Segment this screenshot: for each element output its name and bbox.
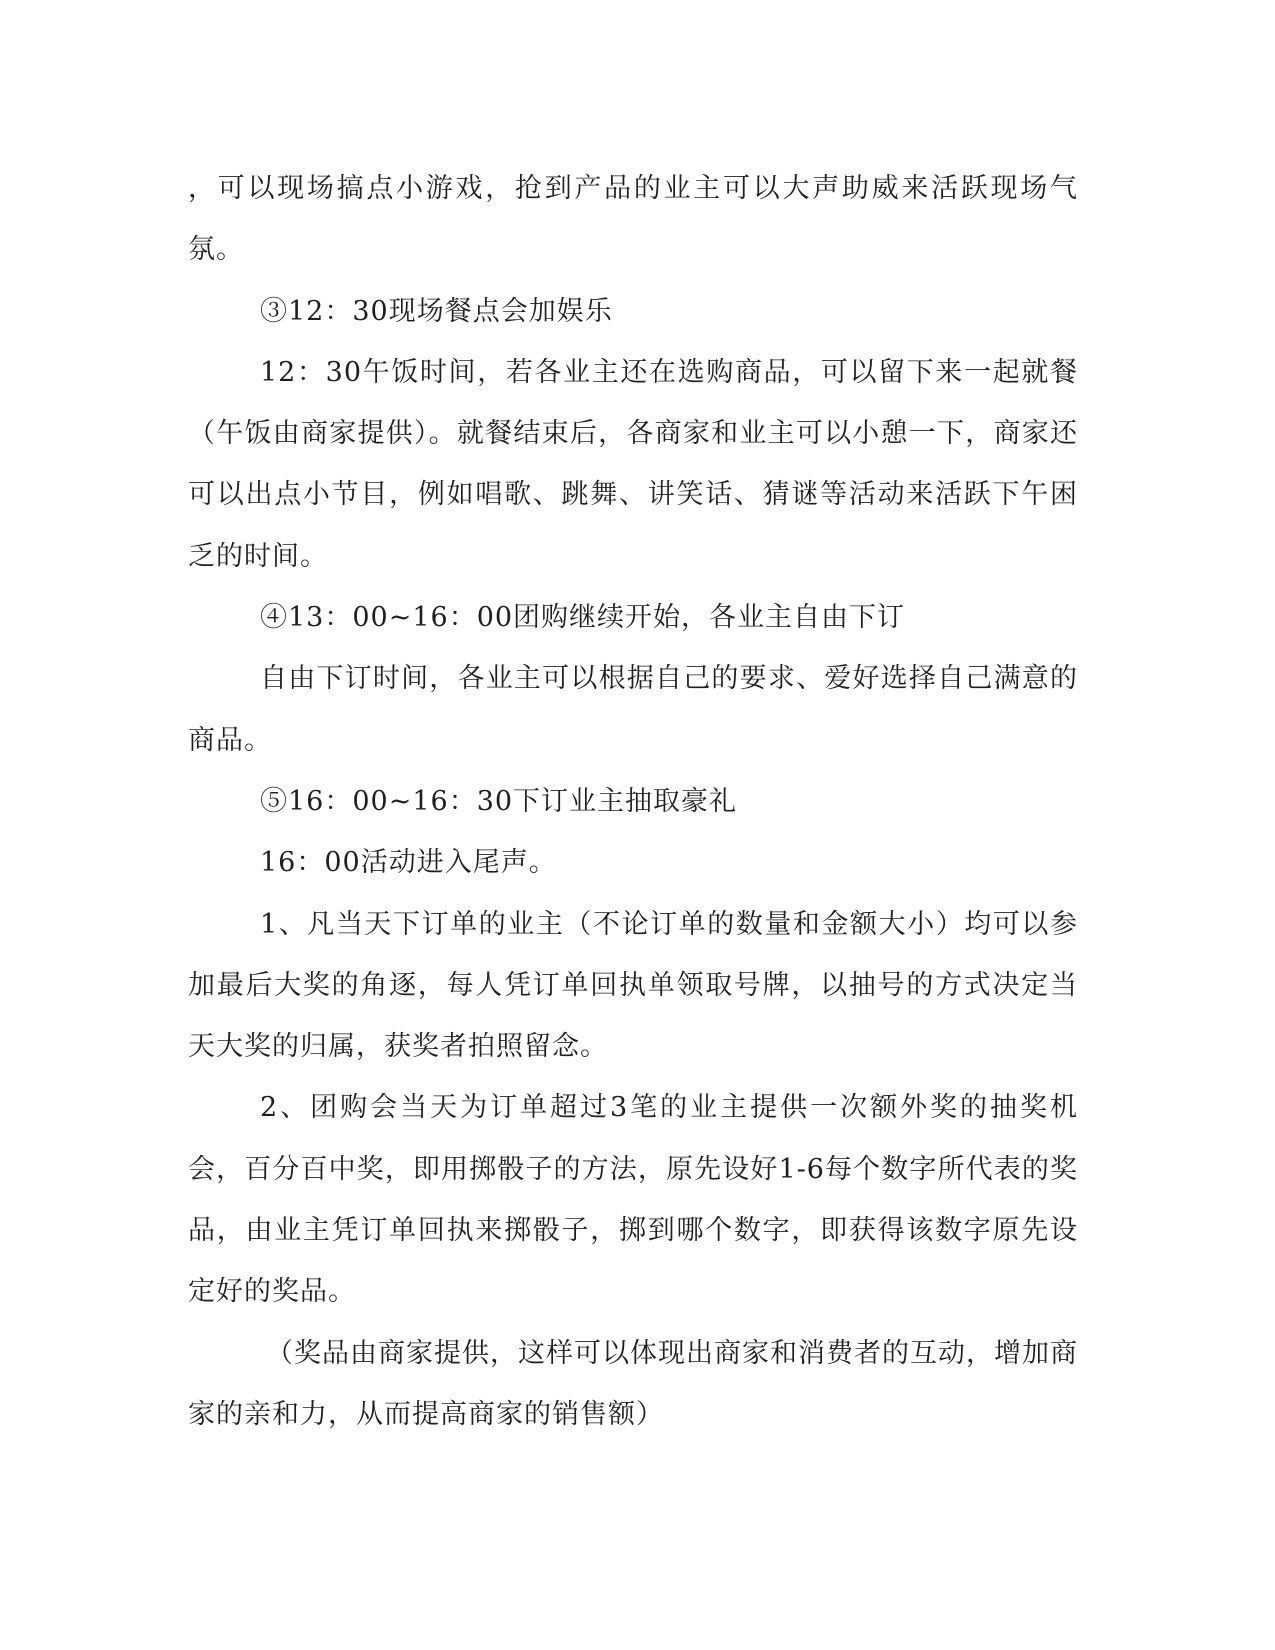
- heading-lucky-draw: ⑤16：00~16：30下订业主抽取豪礼: [260, 785, 738, 817]
- heading-group-buy-continue: ④13：00~16：00团购继续开始，各业主自由下订: [260, 602, 906, 634]
- paragraph-rule-1: 1、凡当天下订单的业主（不论订单的数量和金额大小）均可以参加最后大奖的角逐，每人凭订单回执单领取号牌，以抽号的方式决定当天大奖的归属，获奖者拍照留念。: [188, 908, 1078, 1063]
- heading-lunch-entertainment: ③12：30现场餐点会加娱乐: [260, 295, 613, 327]
- document-body: [188, 158, 1078, 1445]
- paragraph-event-end: 16：00活动进入尾声。: [260, 847, 557, 879]
- paragraph-lunch: 12：30午饭时间，若各业主还在选购商品，可以留下来一起就餐（午饭由商家提供）。就餐结束后，各商家和业主可以小憩一下，商家还可以出点小节目，例如唱歌、跳舞、讲笑话、猜谜等活动来活跃下午困乏的时间。: [188, 356, 1078, 572]
- paragraph-note: （奖品由商家提供，这样可以体现出商家和消费者的互动，增加商家的亲和力，从而提高商家的销售额）: [188, 1337, 1078, 1430]
- paragraph-rule-2: 2、团购会当天为订单超过3笔的业主提供一次额外奖的抽奖机会，百分百中奖，即用掷骰子的方法，原先设好1-6每个数字所代表的奖品，由业主凭订单回执来掷骰子，掷到哪个数字，即获得该数字原先设定好的奖品。: [188, 1092, 1078, 1308]
- paragraph-continuation: ，可以现场搞点小游戏，抢到产品的业主可以大声助威来活跃现场气氛。: [188, 173, 1078, 266]
- paragraph-free-order: 自由下订时间，各业主可以根据自己的要求、爱好选择自己满意的商品。: [188, 663, 1078, 756]
